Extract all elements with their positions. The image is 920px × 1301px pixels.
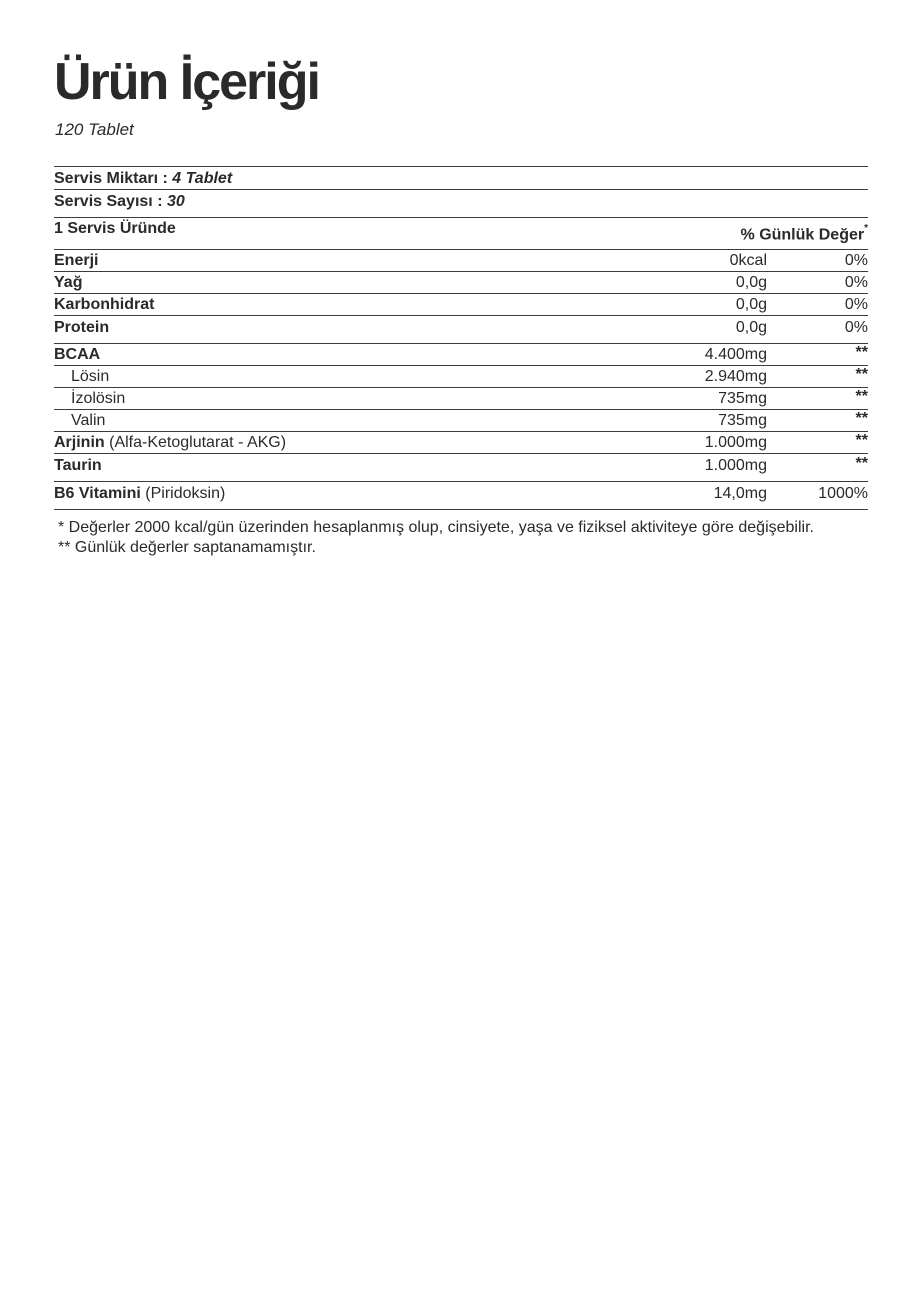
nutrient-name: Lösin: [71, 368, 110, 385]
table-row: [54, 316, 868, 344]
nutrient-daily-value: **: [855, 366, 868, 383]
footnotes: [58, 518, 814, 558]
serving-size-label: Servis Miktarı :: [54, 170, 173, 187]
table-row: [54, 272, 868, 294]
nutrient-note: (Piridoksin): [140, 485, 226, 502]
serving-count-label: Servis Sayısı :: [54, 193, 167, 210]
package-size: 120 Tablet: [55, 120, 134, 139]
nutrient-amount: 0,0g: [735, 319, 767, 336]
table-row: [54, 454, 868, 482]
table-row: [54, 410, 868, 432]
nutrient-amount: 0kcal: [729, 252, 767, 269]
nutrient-name: Yağ: [54, 274, 83, 291]
nutrient-daily-value: **: [855, 410, 868, 427]
table-row: [54, 294, 868, 316]
footnote-not-established: ** Günlük değerler saptanamamıştır.: [58, 539, 316, 556]
table-row: [54, 250, 868, 272]
serving-count-row: [54, 190, 868, 218]
daily-value-header: % Günlük Değer*: [740, 222, 868, 243]
serving-size-row: [54, 167, 868, 190]
nutrient-name: Taurin: [54, 457, 102, 474]
table-row: [54, 388, 868, 410]
nutrient-daily-value: **: [855, 455, 868, 472]
nutrient-amount: 735mg: [718, 390, 767, 407]
page-title: Ürün İçeriği: [54, 53, 319, 111]
per-serving-header: 1 Servis Üründe: [54, 220, 176, 237]
table-header-row: [54, 218, 868, 250]
nutrient-amount: 14,0mg: [713, 485, 767, 502]
nutrient-name: BCAA: [54, 346, 101, 363]
nutrient-name: Valin: [71, 412, 106, 429]
nutrient-amount: 1.000mg: [704, 434, 767, 451]
nutrient-daily-value: 0%: [844, 319, 868, 336]
table-row: [54, 432, 868, 454]
nutrient-name: Protein: [54, 319, 110, 336]
nutrient-name: İzolösin: [71, 390, 126, 407]
nutrient-daily-value: 0%: [844, 296, 868, 313]
nutrient-daily-value: **: [855, 344, 868, 361]
serving-size-value: 4 Tablet: [172, 170, 233, 187]
nutrient-amount: 735mg: [718, 412, 767, 429]
nutrient-daily-value: 1000%: [818, 485, 868, 502]
nutrient-name: Enerji: [54, 252, 99, 269]
serving-count-value: 30: [166, 193, 185, 210]
nutrient-daily-value: **: [855, 388, 868, 405]
nutrient-amount: 0,0g: [735, 274, 767, 291]
nutrient-amount: 0,0g: [735, 296, 767, 313]
nutrient-amount: 1.000mg: [704, 457, 767, 474]
daily-value-mark: *: [864, 222, 868, 234]
nutrient-daily-value: 0%: [844, 274, 868, 291]
table-row: [54, 366, 868, 388]
nutrition-table: [54, 166, 868, 510]
nutrient-note: (Alfa-Ketoglutarat - AKG): [104, 434, 287, 451]
footnote-daily-value: * Değerler 2000 kcal/gün üzerinden hesaplanmış olup, cinsiyete, yaşa ve fiziksel aktiviteye göre değişebilir.: [58, 519, 814, 536]
nutrient-name: Arjinin: [54, 434, 105, 451]
nutrient-name: B6 Vitamini: [54, 485, 141, 502]
nutrient-daily-value: 0%: [844, 252, 868, 269]
nutrient-daily-value: **: [855, 432, 868, 449]
table-row: [54, 344, 868, 366]
table-row: [54, 482, 868, 510]
nutrient-amount: 2.940mg: [704, 368, 767, 385]
nutrient-name: Karbonhidrat: [54, 296, 155, 313]
nutrient-amount: 4.400mg: [704, 346, 767, 363]
